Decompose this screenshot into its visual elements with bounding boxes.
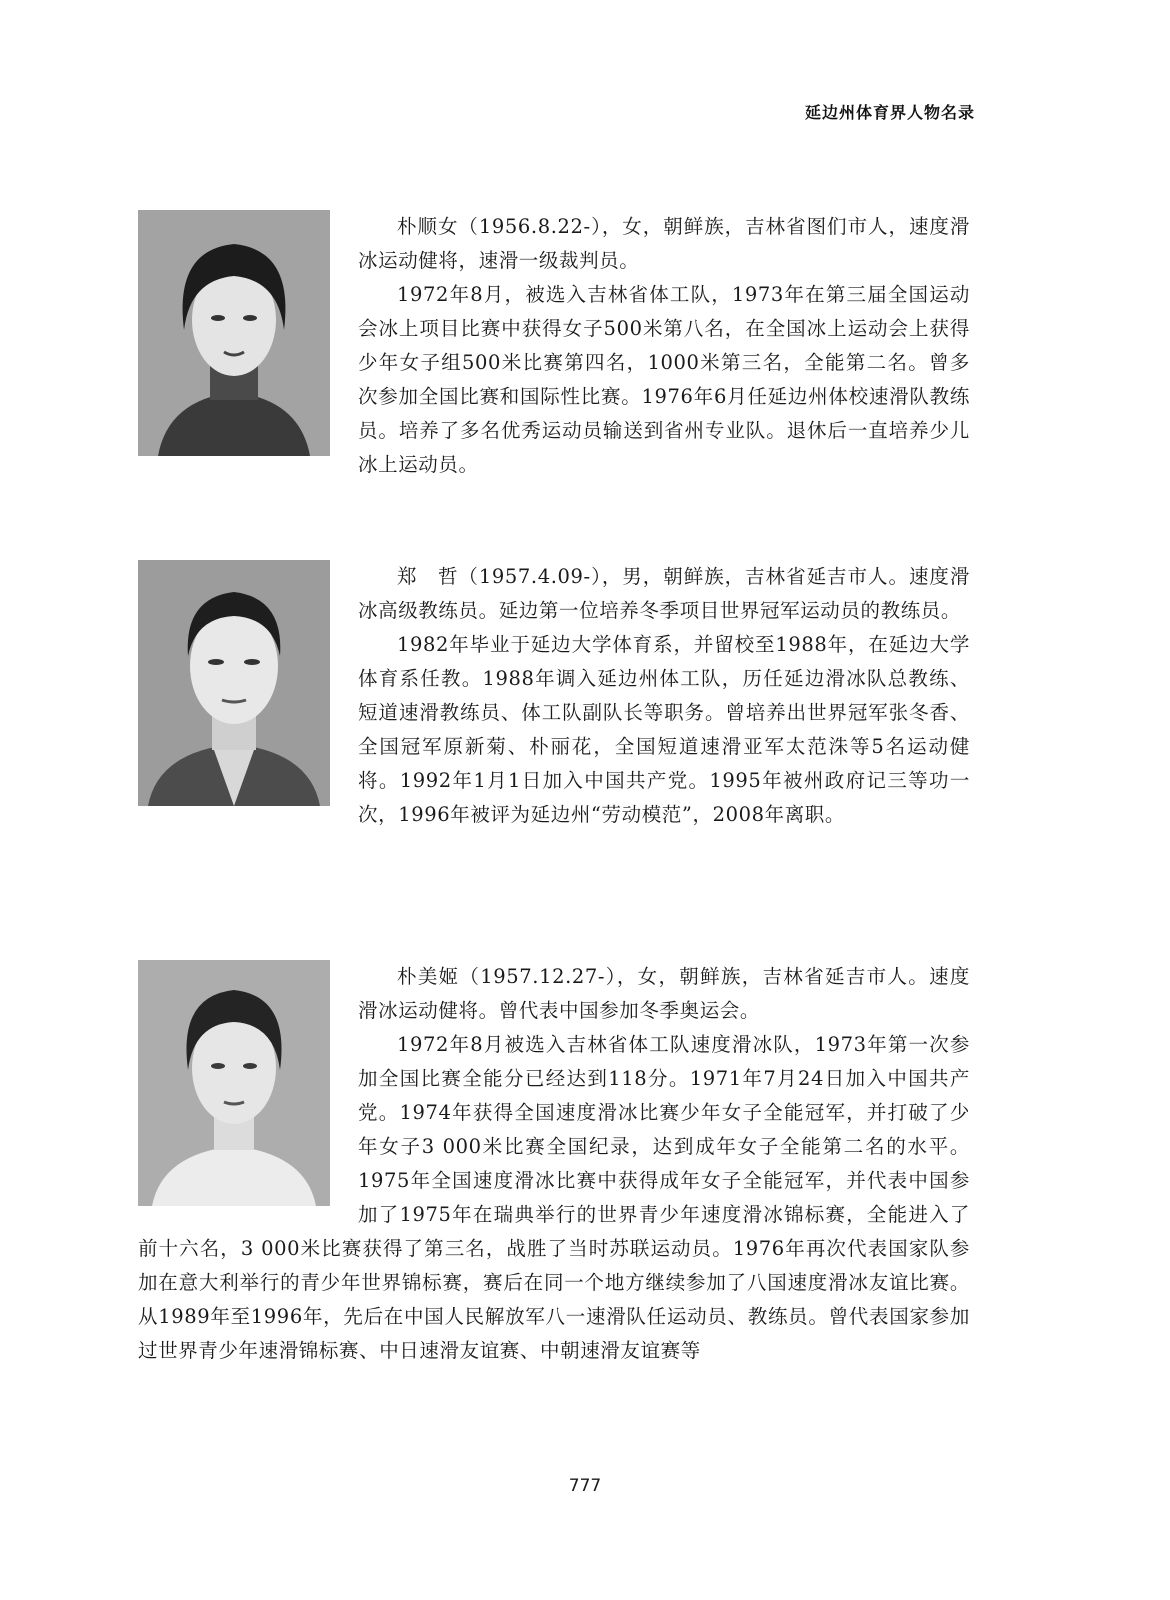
biography-entry-3 (138, 960, 970, 1368)
biography-entry-2 (138, 560, 970, 832)
page-number: 777 (568, 1476, 602, 1496)
entry-intro: 朴顺女（1956.8.22-），女，朝鲜族，吉林省图们市人，速度滑冰运动健将，速滑一级裁判员。 (358, 215, 970, 272)
running-header: 延边州体育界人物名录 (804, 103, 975, 122)
entry-body: 1972年8月，被选入吉林省体工队，1973年在第三届全国运动会冰上项目比赛中获得女子500米第八名，在全国冰上运动会上获得少年女子组500米比赛第四名，1000米第三名，全能第二名。曾多次参加全国比赛和国际性比赛。1976年6月任延边州体校速滑队教练员。培养了多名优秀运动员输送到省州专业队。退休后一直培养少儿冰上运动员。 (358, 283, 970, 476)
entry-body: 1982年毕业于延边大学体育系，并留校至1988年，在延边大学体育系任教。1988年调入延边州体工队，历任延边滑冰队总教练、短道速滑教练员、体工队副队长等职务。曾培养出世界冠军张冬香、全国冠军原新菊、朴丽花，全国短道速滑亚军太范洙等5名运动健将。1992年1月1日加入中国共产党。1995年被州政府记三等功一次，1996年被评为延边州“劳动模范”，2008年离职。 (358, 633, 970, 826)
biography-entry-1 (138, 210, 970, 482)
entry-intro: 朴美姬（1957.12.27-），女，朝鲜族，吉林省延吉市人。速度滑冰运动健将。曾代表中国参加冬季奥运会。 (358, 965, 970, 1022)
entry-body: 1972年8月被选入吉林省体工队速度滑冰队，1973年第一次参加全国比赛全能分已经达到118分。1971年7月24日加入中国共产党。1974年获得全国速度滑冰比赛少年女子全能冠军，并打破了少年女子3 000米比赛全国纪录，达到成年女子全能第二名的水平。1975年全国速度滑冰比赛中获得成年女子全能冠军，并代表中国参加了1975年在瑞典举行的世界青少年速度滑冰锦标赛，全能进入了前十六名，3 000米比赛获得了第三名，战胜了当时苏联运动员。1976年再次代表国家队参加在意大利举行的青少年世界锦标赛，赛后在同一个地方继续参加了八国速度滑冰友谊比赛。从1989年至1996年，先后在中国人民解放军八一速滑队任运动员、教练员。曾代表国家参加过世界青少年速滑锦标赛、中日速滑友谊赛、中朝速滑友谊赛等 (138, 1033, 970, 1362)
entry-intro: 郑 哲（1957.4.09-），男，朝鲜族，吉林省延吉市人。速度滑冰高级教练员。延边第一位培养冬季项目世界冠军运动员的教练员。 (358, 565, 970, 622)
